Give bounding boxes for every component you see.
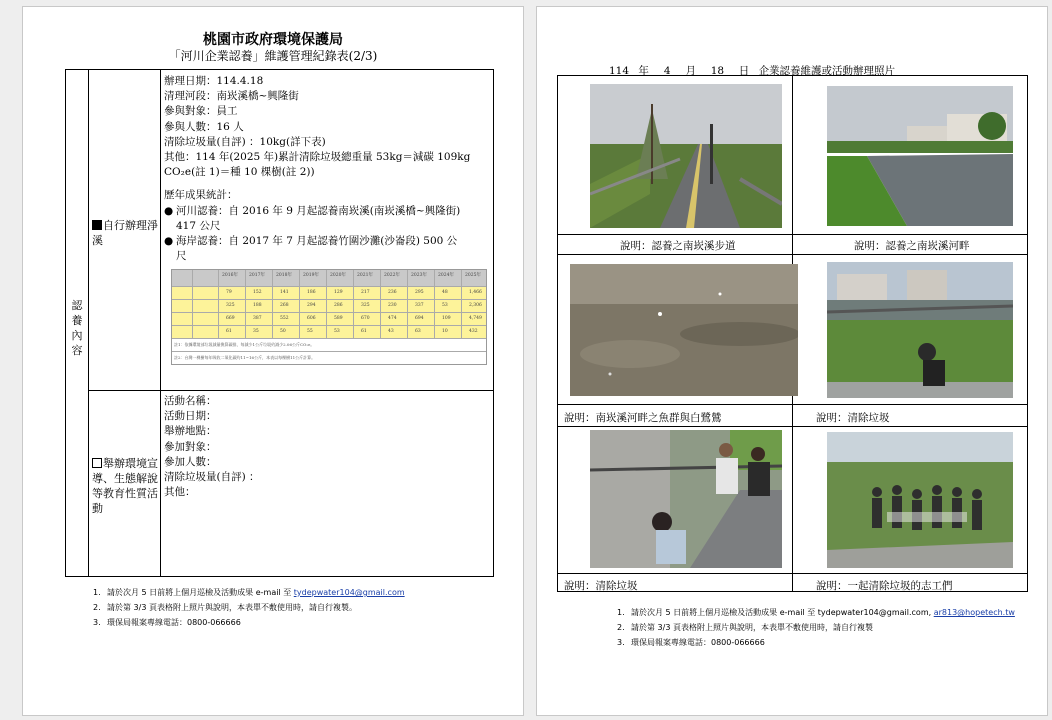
stats-cell: 387 [253, 316, 262, 321]
stats-year-header: 2017年 [249, 273, 265, 278]
history-item-cont: 417 公尺 [176, 219, 221, 232]
date-year: 114 [608, 65, 630, 77]
stats-cell: 325 [226, 303, 235, 308]
stats-year-header: 2023年 [411, 273, 427, 278]
stats-cell: 230 [388, 303, 397, 308]
footnote: 1. 請於次月 5 日前將上個月巡檢及活動成果 e-mail 至 tydepwater104@gmail.com, ar813@hopetech.tw [617, 608, 1015, 617]
footnote: 3. 環保局報案專線電話：0800-066666 [93, 618, 241, 627]
photo-riverbank [827, 86, 1013, 226]
vertical-label: 認養內容 [71, 299, 83, 357]
row2-line: 活動日期： [164, 410, 217, 423]
history-item-cont: 尺 [176, 250, 187, 263]
document-title: 桃園市政府環境保護局 [203, 32, 343, 48]
unchecked-box-icon [92, 458, 102, 468]
row2-line: 舉辦地點： [164, 425, 217, 438]
email-link[interactable]: ar813@hopetech.tw [933, 608, 1015, 617]
row1-line: 辦理日期：114.4.18 [164, 75, 264, 87]
footnote: 1. 請於次月 5 日前將上個月巡檢及活動成果 e-mail 至 tydepwater104@gmail.com [93, 588, 405, 597]
document-subtitle: 「河川企業認養」維護管理紀錄表(2/3) [168, 49, 378, 63]
stats-cell: 4,749 [469, 316, 482, 321]
footnotes [93, 585, 405, 630]
stats-cell: 669 [226, 316, 235, 321]
row1-line: CO₂e(註 1)＝種 10 棵樹(註 2)) [164, 166, 315, 179]
stats-cell: 694 [415, 316, 424, 321]
photo-caption: 說明：一起清除垃圾的志工們 [816, 580, 953, 592]
stats-year-header: 2018年 [276, 273, 292, 278]
stats-cell: 186 [307, 290, 316, 295]
stats-note-2: 註2：台灣一棵樹每年吸收二氧化碳約11~16公斤，本表以每棵樹11公斤計算。 [172, 351, 486, 364]
date-month: 4 [663, 65, 671, 77]
photo-page-3 [536, 6, 1048, 716]
footnote: 2. 請於第 3/3 頁表格附上照片與說明，本表單不敷使用時，請自行複製 [617, 623, 873, 632]
photo-volunteers-cleaning [590, 430, 782, 568]
stats-cell: 1,466 [469, 290, 482, 295]
stats-cell: 294 [307, 303, 316, 308]
date-line: 114 年 4 月 18 日 企業認養維護或活動辦理照片 [603, 63, 895, 78]
row1-content [164, 74, 470, 264]
row1-line: 參與人數：16 人 [164, 120, 244, 133]
stats-year-header: 2024年 [438, 273, 454, 278]
stats-cell: 188 [253, 303, 262, 308]
row1-line: 其他：114 年(2025 年)累計清除垃圾總重量 53kg＝減碳 109kg [164, 151, 471, 164]
history-heading: 歷年成果統計： [164, 189, 238, 202]
stats-cell: 61 [226, 329, 232, 334]
stats-cell: 432 [469, 329, 478, 334]
date-day: 18 [710, 65, 725, 77]
stats-cell: 152 [253, 290, 262, 295]
row2-content [164, 394, 260, 500]
row2-line: 其他： [164, 486, 196, 499]
email-link[interactable]: tydepwater104@gmail.com [293, 588, 405, 597]
row1-line: 參與對象：員工 [164, 105, 238, 118]
stats-cell: 325 [361, 303, 370, 308]
stats-cell: 217 [361, 290, 370, 295]
stats-cell: 236 [388, 290, 397, 295]
photo-cleaning-riverbank [827, 262, 1013, 398]
stats-cell: 474 [388, 316, 397, 321]
stats-cell: 53 [334, 329, 340, 334]
stats-cell: 50 [280, 329, 286, 334]
photo-river-walkway [590, 84, 782, 228]
stats-cell: 337 [415, 303, 424, 308]
footnote: 2. 請於第 3/3 頁表格附上照片與說明，本表單不敷使用時，請自行複製。 [93, 603, 357, 612]
stats-cell: 53 [442, 303, 448, 308]
stats-cell: 63 [415, 329, 421, 334]
row2-line: 活動名稱： [164, 395, 217, 407]
stats-cell: 2,306 [469, 303, 482, 308]
stats-year-header: 2022年 [384, 273, 400, 278]
row2-line: 參加對象： [164, 440, 217, 453]
history-item: ● 河川認養：自 2016 年 9 月起認養南崁溪(南崁溪橋~興隆街) [164, 204, 461, 217]
stats-cell: 35 [253, 329, 259, 334]
stats-cell: 48 [442, 290, 448, 295]
stats-cell: 552 [280, 316, 289, 321]
photo-caption: 說明：認養之南崁溪河畔 [854, 240, 970, 252]
footnotes [617, 605, 1015, 650]
photo-volunteer-group [827, 432, 1013, 568]
stats-year-header: 2021年 [357, 273, 373, 278]
photo-caption: 說明：清除垃圾 [564, 580, 638, 592]
row1-line: 清理河段：南崁溪橋~興隆街 [164, 90, 299, 103]
stats-cell: 61 [361, 329, 367, 334]
stats-cell: 141 [280, 290, 289, 295]
form-page-2 [22, 6, 524, 716]
stats-note-1: 註1：依據環境部垃圾減量換算碳排，每減少1公斤垃圾約減少2.06公斤CO₂e。 [172, 338, 486, 351]
stats-cell: 286 [334, 303, 343, 308]
stats-cell: 55 [307, 329, 313, 334]
stats-cell: 670 [361, 316, 370, 321]
row2-line: 參加人數： [164, 455, 217, 468]
photo-fish-egrets [570, 264, 798, 396]
stats-cell: 43 [388, 329, 394, 334]
stats-year-header: 2020年 [330, 273, 346, 278]
row1-label: 自行辦理淨溪 [92, 219, 158, 247]
stats-year-header: 2016年 [222, 273, 238, 278]
photo-caption: 說明：清除垃圾 [816, 412, 890, 424]
row1-line: 清除垃圾量(自評) ：10kg(詳下表) [164, 135, 326, 148]
stats-cell: 129 [334, 290, 343, 295]
photo-table [557, 75, 1028, 592]
stats-cell: 109 [442, 316, 451, 321]
footnote: 3. 環保局報案專線電話：0800-066666 [617, 638, 765, 647]
stats-cell: 295 [415, 290, 424, 295]
photo-section-title: 企業認養維護或活動辦理照片 [758, 65, 896, 77]
history-item: ● 海岸認養：自 2017 年 7 月起認養竹圍沙灘(沙崙段) 500 公 [164, 235, 458, 248]
row2-label: 舉辦環境宣導、生態解說等教育性質活動 [92, 457, 158, 515]
row2-line: 清除垃圾量(自評) ： [164, 471, 260, 484]
stats-year-header: 2019年 [303, 273, 319, 278]
stats-cell: 606 [307, 316, 316, 321]
photo-caption: 說明：認養之南崁溪步道 [620, 240, 736, 252]
stats-year-header: 2025年 [465, 273, 481, 278]
stats-cell: 589 [334, 316, 343, 321]
checked-box-icon [92, 220, 102, 230]
photo-caption: 說明：南崁溪河畔之魚群與白鷺鷥 [564, 412, 722, 424]
stats-cell: 10 [442, 329, 448, 334]
stats-cell: 79 [226, 290, 232, 295]
statistics-table [171, 269, 487, 365]
stats-cell: 268 [280, 303, 289, 308]
